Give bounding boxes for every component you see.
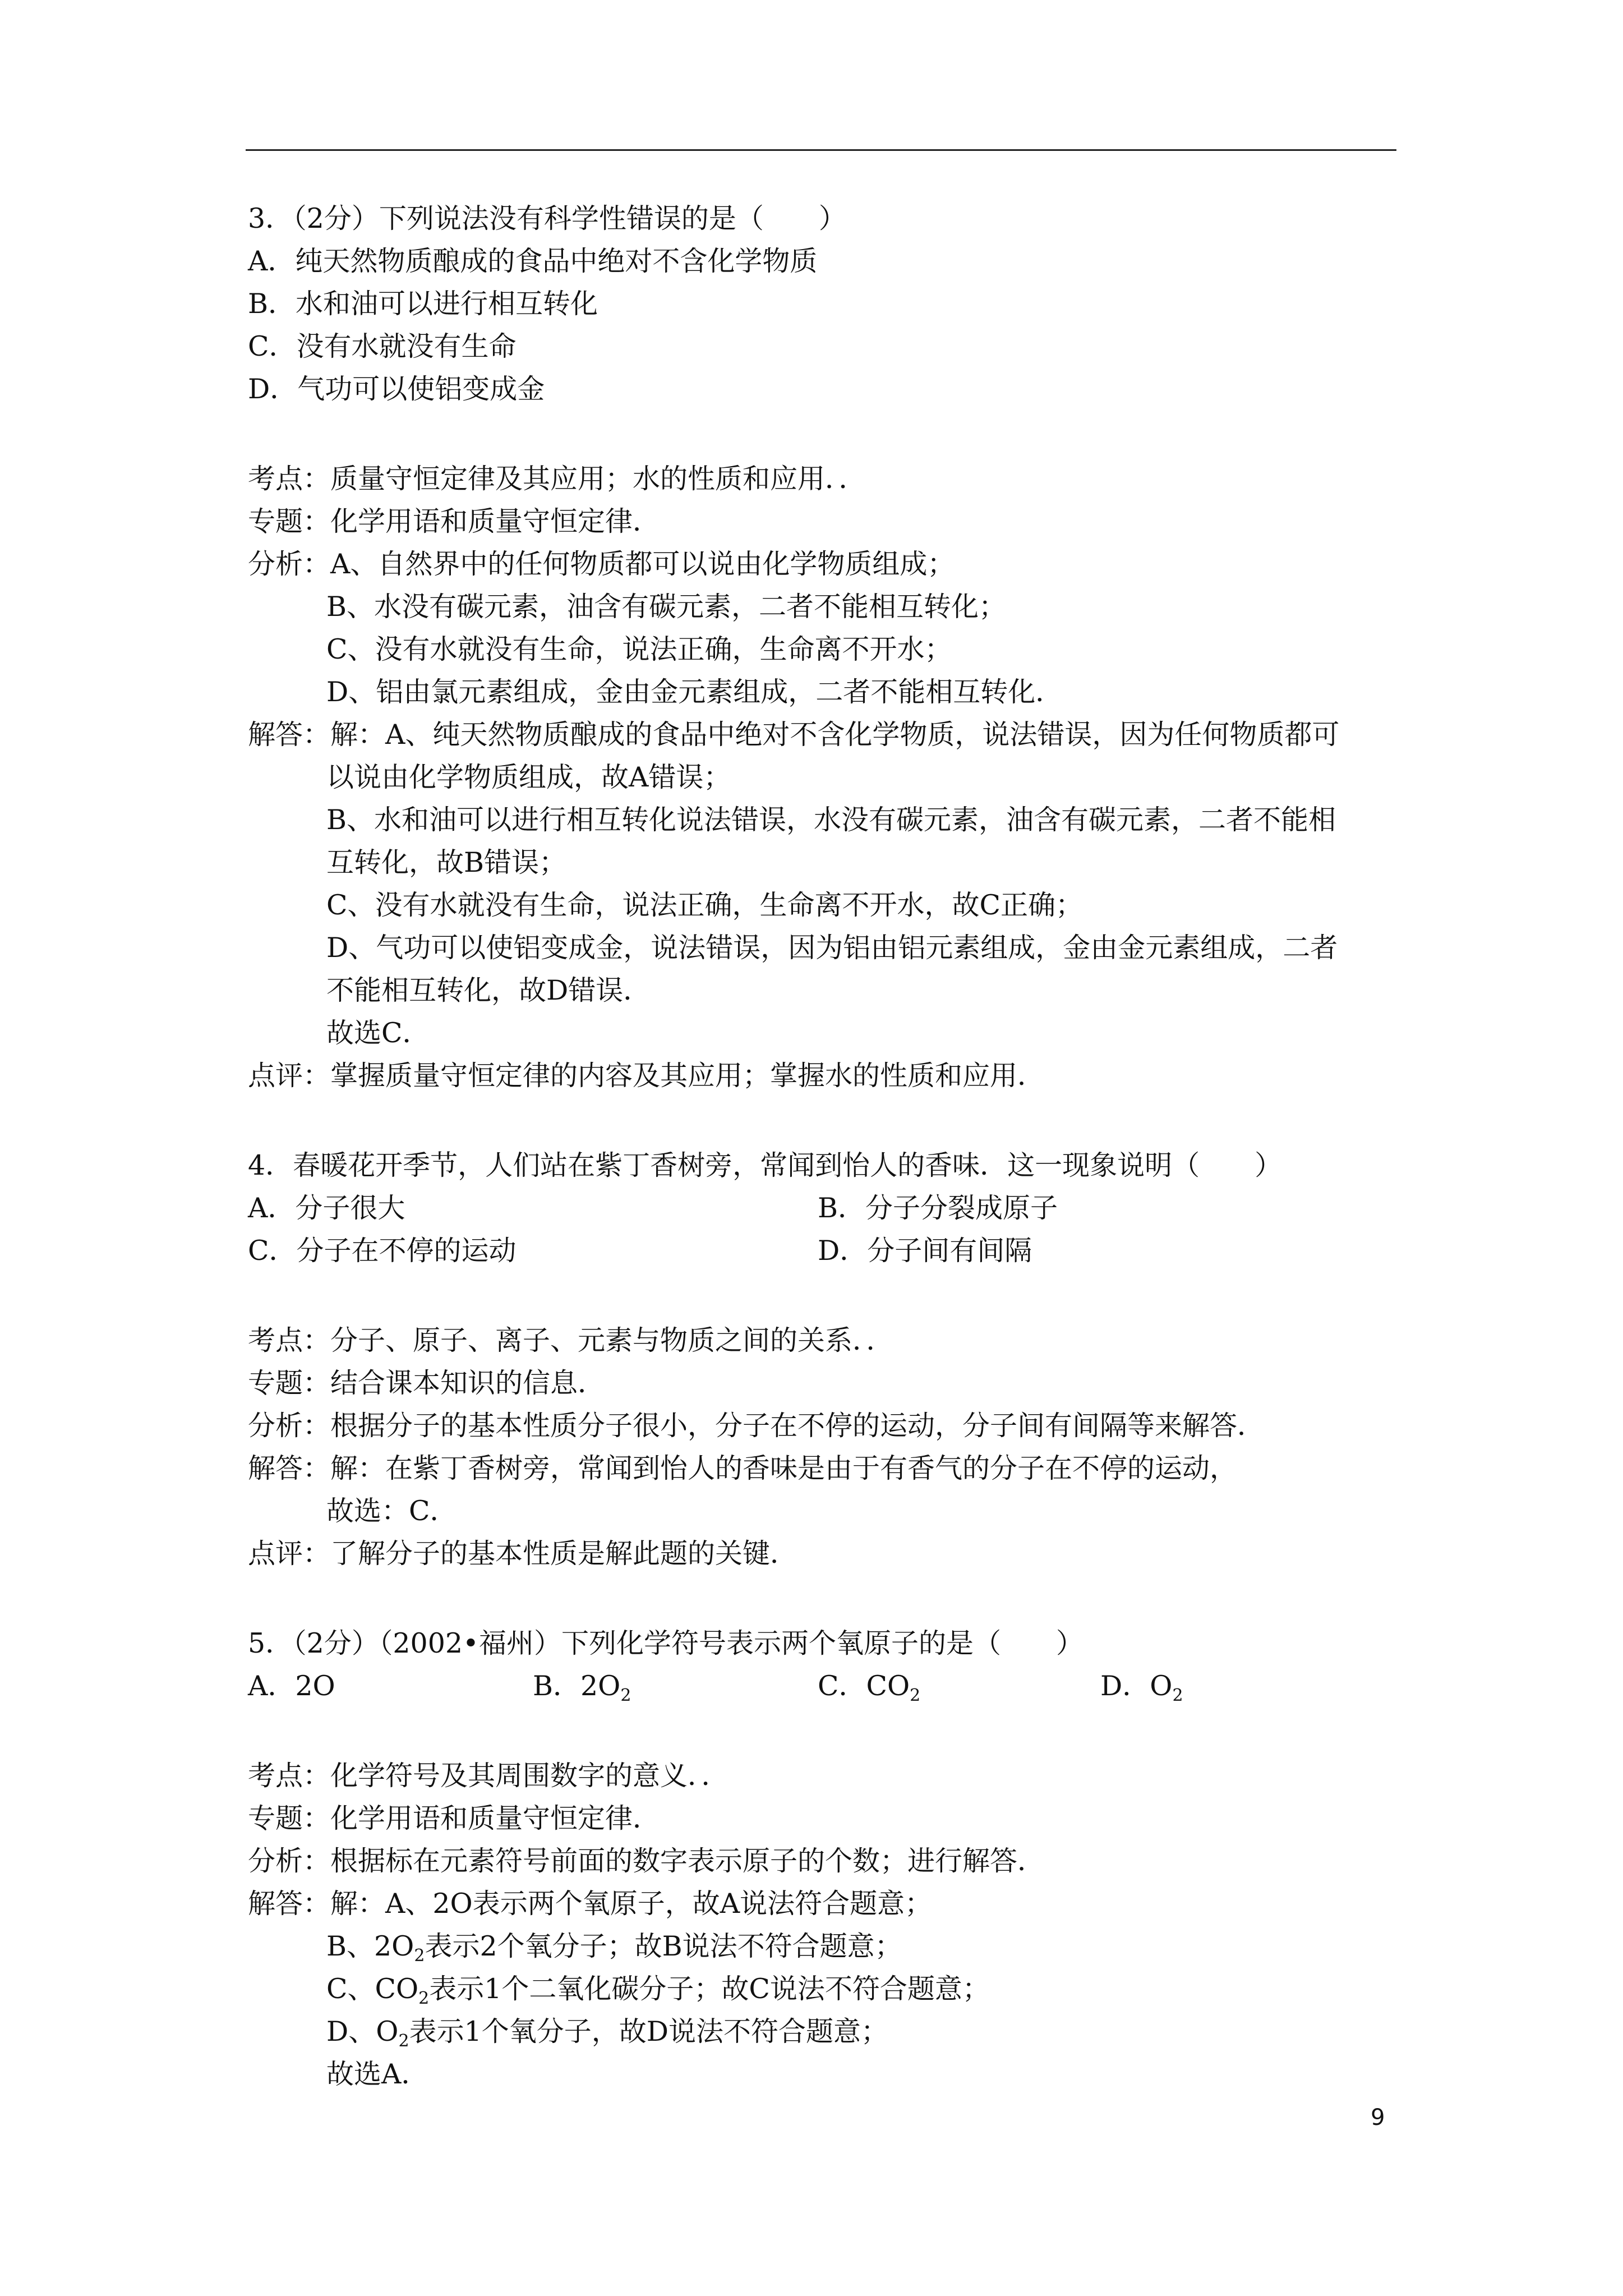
q3-fenxi-1: B、水没有碳元素，油含有碳元素，二者不能相互转化； <box>326 591 1007 623</box>
q3-jieda-1: 以说由化学物质组成，故A错误； <box>326 761 731 793</box>
q3-dianping: 点评：掌握质量守恒定律的内容及其应用；掌握水的性质和应用． <box>248 1060 1045 1092</box>
q5-zhuanti: 专题：化学用语和质量守恒定律． <box>248 1802 661 1834</box>
q5-option-a: A．2O <box>248 1670 335 1702</box>
q4-option-d: D．分子间有间隔 <box>818 1235 1032 1267</box>
q3-jieda-0: 解答：解：A、纯天然物质酿成的食品中绝对不含化学物质，说法错误，因为任何物质都可 <box>248 719 1340 751</box>
page-number: 9 <box>1371 2105 1385 2131</box>
q3-jieda-7: 故选C． <box>326 1017 430 1049</box>
q3-jieda-3: 互转化，故B错误； <box>326 846 567 878</box>
q4-option-c: C．分子在不停的运动 <box>248 1235 517 1267</box>
q3-fenxi-3: D、铝由氯元素组成，金由金元素组成，二者不能相互转化． <box>326 676 1063 708</box>
q5-jieda-4: 故选A． <box>326 2058 429 2090</box>
q5-jieda-0: 解答：解：A、2O表示两个氧原子，故A说法符合题意； <box>248 1888 933 1920</box>
q4-stem: 4．春暖花开季节，人们站在紫丁香树旁，常闻到怡人的香味．这一现象说明（ ） <box>248 1149 1283 1181</box>
q4-option-b: B．分子分裂成原子 <box>818 1192 1058 1224</box>
q3-jieda-4: C、没有水就没有生命，说法正确，生命离不开水，故C正确； <box>326 889 1083 921</box>
q5-option-c: C．$CO_2$ <box>818 1670 921 1705</box>
q4-zhuanti: 专题：结合课本知识的信息． <box>248 1367 606 1399</box>
q5-option-d: D．$O_2$ <box>1100 1670 1183 1705</box>
q3-zhuanti: 专题：化学用语和质量守恒定律． <box>248 505 661 537</box>
q3-fenxi-2: C、没有水就没有生命，说法正确，生命离不开水； <box>326 633 952 665</box>
q5-option-b: B．$2O_2$ <box>533 1670 631 1705</box>
q3-fenxi-0: 分析：A、自然界中的任何物质都可以说由化学物质组成； <box>248 548 955 580</box>
q4-dianping: 点评：了解分子的基本性质是解此题的关键． <box>248 1538 798 1570</box>
q4-option-a: A．分子很大 <box>248 1192 405 1224</box>
q3-option-d: D．气功可以使铝变成金 <box>248 373 545 405</box>
q3-jieda-6: 不能相互转化，故D错误． <box>326 974 651 1006</box>
q5-fenxi: 分析：根据标在元素符号前面的数字表示原子的个数；进行解答． <box>248 1845 1045 1877</box>
q3-option-a: A．纯天然物质酿成的食品中绝对不含化学物质 <box>248 245 818 277</box>
q3-option-b: B．水和油可以进行相互转化 <box>248 288 598 320</box>
q5-jieda-3: D、$O_2$表示1个氧分子，故D说法不符合题意； <box>326 2016 889 2051</box>
q5-kaodian: 考点：化学符号及其周围数字的意义．． <box>248 1760 729 1792</box>
q5-jieda-2: C、$CO_2$表示1个二氧化碳分子；故C说法不符合题意； <box>326 1973 990 2008</box>
q4-kaodian: 考点：分子、原子、离子、元素与物质之间的关系．． <box>248 1324 894 1356</box>
q5-stem: 5．（2分）（2002•福州）下列化学符号表示两个氧原子的是（ ） <box>248 1627 1083 1659</box>
q3-option-c: C．没有水就没有生命 <box>248 330 517 362</box>
q5-jieda-1: B、$2O_2$表示2个氧分子；故B说法不符合题意； <box>326 1930 902 1966</box>
q3-jieda-5: D、气功可以使铝变成金，说法错误，因为铝由铝元素组成，金由金元素组成，二者 <box>326 932 1338 964</box>
q3-jieda-2: B、水和油可以进行相互转化说法错误，水没有碳元素，油含有碳元素，二者不能相 <box>326 804 1336 836</box>
q3-stem: 3．（2分）下列说法没有科学性错误的是（ ） <box>248 203 846 234</box>
q4-fenxi: 分析：根据分子的基本性质分子很小，分子在不停的运动，分子间有间隔等来解答． <box>248 1410 1265 1442</box>
q4-jieda-1: 故选：C． <box>326 1495 458 1527</box>
header-rule <box>246 149 1396 151</box>
q4-jieda-0: 解答：解：在紫丁香树旁，常闻到怡人的香味是由于有香气的分子在不停的运动， <box>248 1452 1238 1484</box>
q3-kaodian: 考点：质量守恒定律及其应用；水的性质和应用．． <box>248 463 866 495</box>
